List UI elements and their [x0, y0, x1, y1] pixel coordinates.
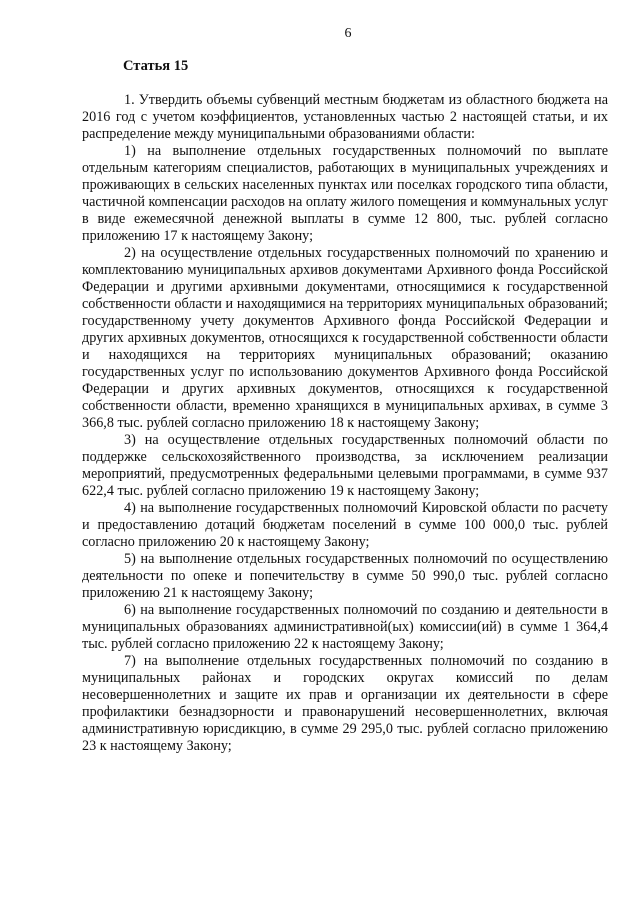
paragraph-item-2: 2) на осуществление отдельных государственных полномочий по хранению и комплектованию муниципальных архивов документами Архивного фонда Российской Федерации и другими архивными документами, относящимися к государственной собственности области и находящимися на территориях муниципальных образований; государственному учету документов Архивного фонда Российской Федерации и других архивных документов, относящихся к государственной собственности области и находящихся на территориях муниципальных образований; оказанию государственных услуг по использованию документов Архивного фонда Российской Федерации и других архивных документов, относящихся к государственной собственности области, временно хранящихся в муниципальных архивах, в сумме 3 366,8 тыс. рублей согласно приложению 18 к настоящему Закону; [82, 245, 608, 431]
document-body [82, 92, 608, 755]
paragraph-item-5: 5) на выполнение отдельных государственных полномочий по осуществлению деятельности по опеке и попечительству в сумме 50 990,0 тыс. рублей согласно приложению 21 к настоящему Закону; [82, 551, 608, 601]
page-number: 6 [344, 26, 352, 41]
paragraph-item-7: 7) на выполнение отдельных государственных полномочий по созданию в муниципальных районах и городских округах комиссий по делам несовершеннолетних и защите их прав и организации их деятельности в сфере профилактики безнадзорности и правонарушений несовершеннолетних, включая административную юрисдикцию, в сумме 29 295,0 тыс. рублей согласно приложению 23 к настоящему Закону; [82, 653, 608, 754]
paragraph-item-1: 1) на выполнение отдельных государственных полномочий по выплате отдельным категориям специалистов, работающих в муниципальных учреждениях и проживающих в сельских населенных пунктах или поселках городского типа области, частичной компенсации расходов на оплату жилого помещения и коммунальных услуг в виде ежемесячной денежной выплаты в сумме 12 800, тыс. рублей согласно приложению 17 к настоящему Закону; [82, 143, 608, 244]
article-heading: Статья 15 [123, 58, 189, 74]
paragraph-item-4: 4) на выполнение государственных полномочий Кировской области по расчету и предоставлению дотаций бюджетам поселений в сумме 100 000,0 тыс. рублей согласно приложению 20 к настоящему Закону; [82, 500, 608, 550]
paragraph-item-3: 3) на осуществление отдельных государственных полномочий области по поддержке сельскохозяйственного производства, за исключением реализации мероприятий, предусмотренных федеральными целевыми программами, в сумме 937 622,4 тыс. рублей согласно приложению 19 к настоящему Закону; [82, 432, 608, 499]
paragraph-intro: 1. Утвердить объемы субвенций местным бюджетам из областного бюджета на 2016 год с учетом коэффициентов, установленных частью 2 настоящей статьи, и их распределение между муниципальными образованиями области: [82, 92, 608, 142]
paragraph-item-6: 6) на выполнение государственных полномочий по созданию и деятельности в муниципальных образованиях административной(ых) комиссии(ий) в сумме 1 364,4 тыс. рублей согласно приложению 22 к настоящему Закону; [82, 602, 608, 652]
